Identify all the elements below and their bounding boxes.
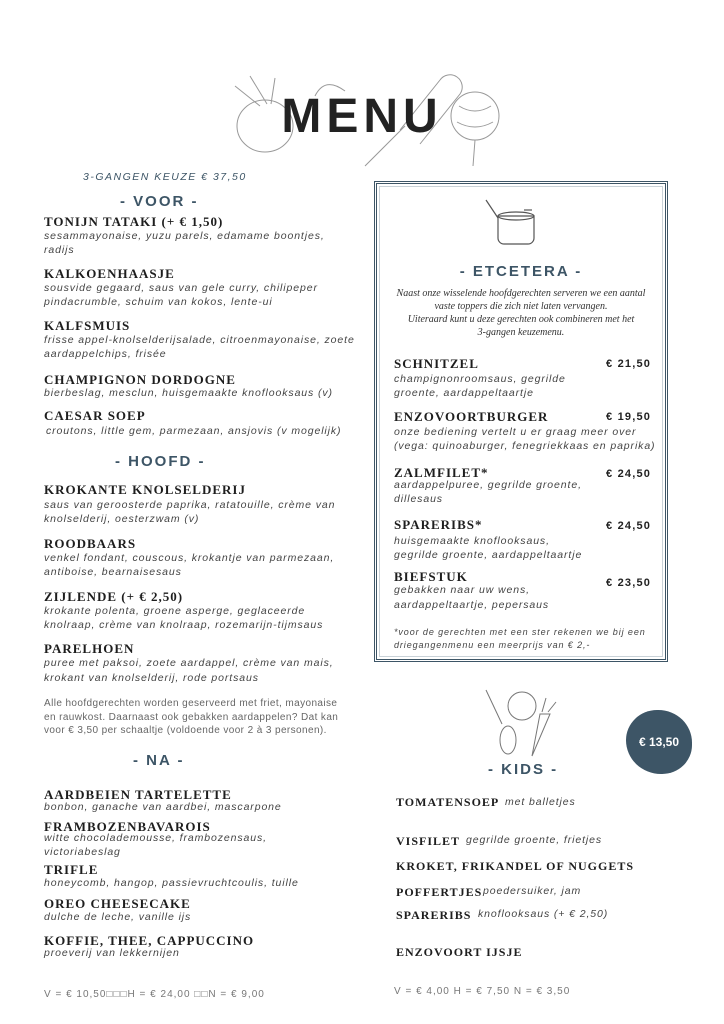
dish-desc: venkel fondant, couscous, krokantje van parmezaan,: [44, 552, 335, 564]
dish-desc: groente, aardappeltaartje: [394, 387, 534, 399]
dish-desc: aardappelchips, frisée: [44, 348, 167, 360]
kids-price-badge: € 13,50: [626, 710, 692, 774]
dish-name: KROKET, FRIKANDEL OF NUGGETS: [396, 859, 635, 873]
section-heading-voor: - VOOR -: [120, 193, 199, 210]
dish-name: KOFFIE, THEE, CAPPUCCINO: [44, 933, 255, 948]
menu-title: MENU: [281, 90, 443, 143]
dish-name: OREO CHEESECAKE: [44, 896, 191, 911]
dish-desc: victoriabeslag: [44, 846, 121, 858]
dish-price: € 24,50: [606, 468, 652, 480]
cooking-pot-icon: [484, 196, 550, 250]
dish-name: TRIFLE: [44, 862, 99, 877]
footnote: driegangenmenu een meerprijs van € 2,-: [394, 640, 591, 650]
dish-desc: puree met paksoi, zoete aardappel, crème van mais,: [44, 657, 334, 669]
dish-desc: saus van geroosterde paprika, ratatouille, crème van: [44, 499, 336, 511]
dish-name: CHAMPIGNON DORDOGNE: [44, 372, 236, 387]
dish-desc: dillesaus: [394, 493, 443, 505]
dish-name: ENZOVOORT IJSJE: [396, 945, 523, 959]
dish-name: POFFERTJES: [396, 885, 483, 899]
dish-desc: bonbon, ganache van aardbei, mascarpone: [44, 801, 282, 813]
dish-desc: champignonroomsaus, gegrilde: [394, 373, 566, 385]
dish-desc: antiboise, bearnaisesaus: [44, 566, 182, 578]
dish-name: SPARERIBS: [396, 908, 472, 922]
intro-line: 3-gangen keuzemenu.: [477, 327, 565, 338]
na-course-prices: V = € 10,50□□□H = € 24,00 □□N = € 9,00: [44, 989, 265, 1000]
dish-name: BIEFSTUK: [394, 569, 468, 584]
dish-name: TOMATENSOEP: [396, 795, 500, 809]
dish-price: € 23,50: [606, 577, 652, 589]
dish-desc: bierbeslag, mesclun, huisgemaakte knoflooksaus (v): [44, 387, 333, 399]
dish-desc: gegrilde groente, aardappeltaartje: [394, 549, 583, 561]
dish-name: AARDBEIEN TARTELETTE: [44, 787, 232, 802]
dish-name: SPARERIBS*: [394, 517, 483, 532]
dish-name: CAESAR SOEP: [44, 408, 146, 423]
dish-name: PARELHOEN: [44, 641, 135, 656]
dish-name: ZIJLENDE (+ € 2,50): [44, 589, 184, 604]
section-heading-etcetera: - ETCETERA -: [459, 263, 583, 280]
dish-desc: met balletjes: [505, 796, 576, 808]
dish-name: ZALMFILET*: [394, 465, 489, 480]
hoofd-note: voor € 3,50 per schaaltje (voldoende voor 2 à 3 personen).: [44, 725, 327, 736]
dish-price: € 24,50: [606, 520, 652, 532]
dish-desc: pindacrumble, schuim van kokos, lente-ui: [44, 296, 273, 308]
dish-desc: aardappeltaartje, pepersaus: [394, 599, 550, 611]
dish-desc: croutons, little gem, parmezaan, ansjovis (v mogelijk): [46, 425, 342, 437]
dish-desc: dulche de leche, vanille ijs: [44, 911, 192, 923]
dish-desc: radijs: [44, 244, 75, 256]
section-heading-kids: - KIDS -: [488, 761, 559, 778]
dish-desc: witte chocolademousse, frambozensaus,: [44, 832, 267, 844]
hoofd-note: en rauwkost. Daarnaast ook gebakken aardappelen? Dat kan: [44, 712, 339, 723]
dish-name: VISFILET: [396, 834, 461, 848]
section-heading-na: - NA -: [133, 752, 185, 769]
dish-name: ROODBAARS: [44, 536, 137, 551]
dish-name: SCHNITZEL: [394, 356, 479, 371]
dish-name: FRAMBOZENBAVAROIS: [44, 819, 211, 834]
dish-price: € 21,50: [606, 358, 652, 370]
course-price: 3-GANGEN KEUZE € 37,50: [83, 171, 247, 183]
dish-desc: onze bediening vertelt u er graag meer over: [394, 426, 637, 438]
dish-desc: huisgemaakte knoflooksaus,: [394, 535, 550, 547]
kitchen-tools-sketch-icon: [480, 684, 560, 758]
dish-name: KROKANTE KNOLSELDERIJ: [44, 482, 246, 497]
intro-line: Uiteraard kunt u deze gerechten ook combineren met het: [407, 314, 635, 325]
dish-desc: sesammayonaise, yuzu parels, edamame boontjes,: [44, 230, 325, 242]
dish-desc: poedersuiker, jam: [483, 885, 582, 897]
dish-desc: krokante polenta, groene asperge, geglaceerde: [44, 605, 306, 617]
section-heading-hoofd: - HOOFD -: [115, 453, 206, 470]
dish-price: € 19,50: [606, 411, 652, 423]
intro-line: vaste toppers die zich niet laten vervangen.: [434, 301, 608, 312]
kids-course-prices: V = € 4,00 H = € 7,50 N = € 3,50: [394, 986, 571, 997]
dish-desc: gegrilde groente, frietjes: [466, 834, 603, 846]
dish-desc: krokant van knolselderij, rode portsaus: [44, 672, 259, 684]
intro-line: Naast onze wisselende hoofdgerechten serveren we een aantal: [396, 288, 646, 299]
dish-desc: aardappelpuree, gegrilde groente,: [394, 479, 582, 491]
dish-desc: knolselderij, oesterzwam (v): [44, 513, 200, 525]
dish-desc: frisse appel-knolselderijsalade, citroenmayonaise, zoete: [44, 334, 355, 346]
dish-name: KALKOENHAASJE: [44, 266, 175, 281]
dish-desc: honeycomb, hangop, passievruchtcoulis, tuille: [44, 877, 299, 889]
dish-desc: (vega: quinoaburger, fenegriekkaas en paprika): [394, 440, 656, 452]
dish-name: TONIJN TATAKI (+ € 1,50): [44, 214, 224, 229]
hoofd-note: Alle hoofdgerechten worden geserveerd met friet, mayonaise: [44, 698, 338, 709]
footnote: *voor de gerechten met een ster rekenen we bij een: [394, 627, 646, 637]
dish-desc: knolraap, crème van knolraap, rozemarijn-tijmsaus: [44, 619, 324, 631]
dish-desc: gebakken naar uw wens,: [394, 584, 530, 596]
dish-name: KALFSMUIS: [44, 318, 131, 333]
dish-desc: proeverij van lekkernijen: [44, 947, 180, 959]
etcetera-intro: [380, 287, 662, 339]
dish-desc: sousvide gegaard, saus van gele curry, chilipeper: [44, 282, 318, 294]
dish-name: ENZOVOORTBURGER: [394, 409, 549, 424]
dish-desc: knoflooksaus (+ € 2,50): [478, 908, 609, 920]
